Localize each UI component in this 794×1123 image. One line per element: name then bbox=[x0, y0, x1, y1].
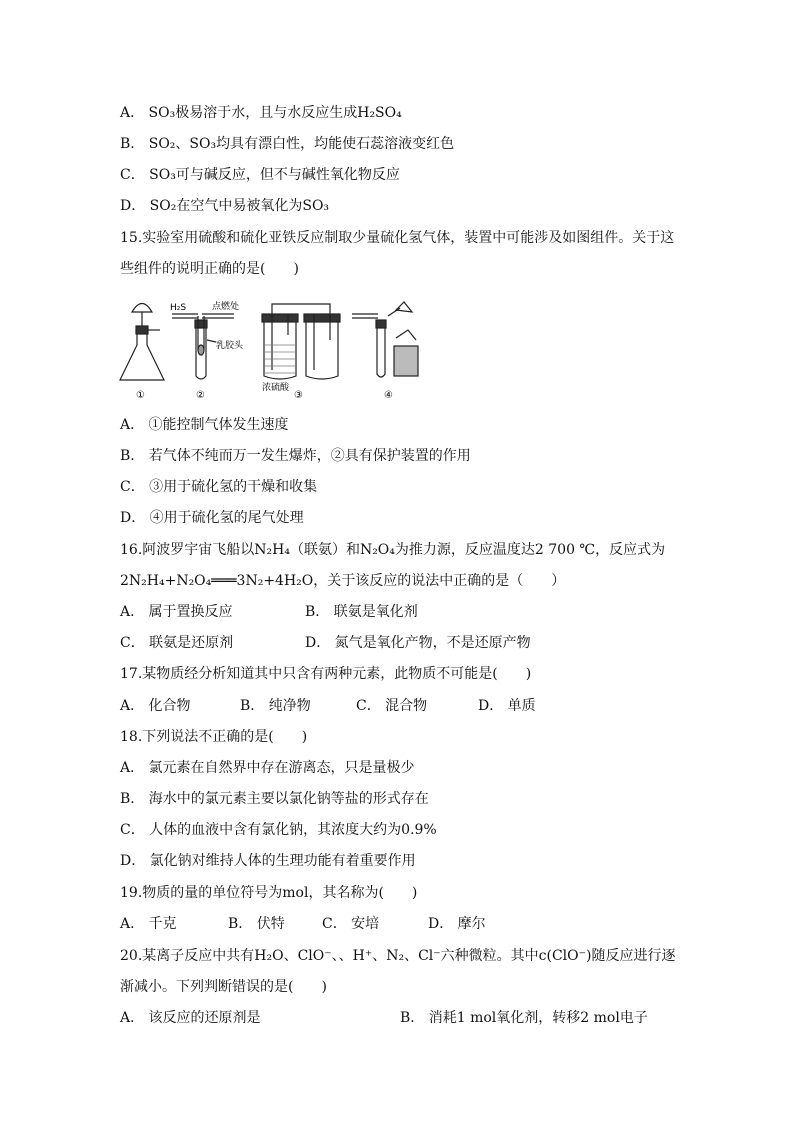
figure-number-3: ③ bbox=[294, 390, 303, 401]
q17-option-b: B． 纯净物 bbox=[240, 698, 311, 714]
q18-option-b: B． 海水中的氯元素主要以氯化钠等盐的形式存在 bbox=[120, 791, 429, 807]
label-ignite-point: 点燃处 bbox=[212, 302, 240, 312]
apparatus-svg bbox=[112, 290, 422, 402]
q14-option-a: A． SO₃极易溶于水，且与水反应生成H₂SO₄ bbox=[120, 105, 402, 121]
conical-flask-shape bbox=[120, 334, 164, 380]
funnel-bulb-shape bbox=[132, 304, 152, 313]
q16-stem-line2: 2N₂H₄+N₂O₄═══3N₂+4H₂O，关于该反应的说法中正确的是（ ） bbox=[120, 573, 566, 589]
q15-option-d: D． ④用于硫化氢的尾气处理 bbox=[120, 510, 304, 526]
figure-number-1: ① bbox=[136, 390, 145, 401]
q15-stem-line1: 15.实验室用硫酸和硫化亚铁反应制取少量硫化氢气体，装置中可能涉及如图组件。关于这 bbox=[120, 230, 675, 246]
q15-option-b: B． 若气体不纯而万一发生爆炸，②具有保护装置的作用 bbox=[120, 448, 471, 464]
q20-option-a: A． 该反应的还原剂是 bbox=[120, 1010, 261, 1026]
q16-option-c: C． 联氨是还原剂 bbox=[120, 635, 234, 651]
q14-option-d: D． SO₂在空气中易被氧化为SO₃ bbox=[120, 198, 330, 214]
q19-stem: 19.物质的量的单位符号为mol，其名称为( ) bbox=[120, 885, 418, 901]
label-h2s: H₂S bbox=[170, 303, 187, 313]
label-rubber-bulb: 乳胶头 bbox=[216, 341, 244, 351]
q15-option-a: A． ①能控制气体发生速度 bbox=[120, 417, 289, 433]
q16-option-d: D． 氮气是氧化产物，不是还原产物 bbox=[305, 635, 531, 651]
wash-bottle-left bbox=[264, 322, 296, 379]
q15-stem-line2: 些组件的说明正确的是( ) bbox=[120, 261, 299, 277]
figure-number-4: ④ bbox=[384, 390, 393, 401]
q17-option-d: D． 单质 bbox=[478, 698, 536, 714]
apparatus-figure bbox=[112, 290, 422, 402]
q17-option-c: C． 混合物 bbox=[356, 698, 428, 714]
figure-number-2: ② bbox=[196, 390, 205, 401]
q19-option-d: D． 摩尔 bbox=[428, 916, 486, 932]
q15-option-c: C． ③用于硫化氢的干燥和收集 bbox=[120, 479, 318, 495]
q17-option-a: A． 化合物 bbox=[120, 698, 191, 714]
q16-stem-line1: 16.阿波罗宇宙飞船以N₂H₄（联氨）和N₂O₄为推力源，反应温度达2 700 ℃，反应式为 bbox=[120, 542, 666, 558]
q19-option-b: B． 伏特 bbox=[228, 916, 285, 932]
q16-option-a: A． 属于置换反应 bbox=[120, 604, 233, 620]
q16-option-b: B． 联氨是氧化剂 bbox=[305, 604, 418, 620]
q20-stem-line2: 渐减小。下列判断错误的是( ) bbox=[120, 979, 327, 995]
q18-option-a: A． 氯元素在自然界中存在游离态，只是量极少 bbox=[120, 760, 415, 776]
q20-option-b: B． 消耗1 mol氧化剂，转移2 mol电子 bbox=[400, 1010, 648, 1026]
q17-stem: 17.某物质经分析知道其中只含有两种元素，此物质不可能是( ) bbox=[120, 666, 532, 682]
q14-option-b: B． SO₂、SO₃均具有漂白性，均能使石蕊溶液变红色 bbox=[120, 136, 455, 152]
q18-option-c: C． 人体的血液中含有氯化钠，其浓度大约为0.9% bbox=[120, 822, 437, 838]
label-conc-sulfuric-acid: 浓硫酸 bbox=[262, 383, 290, 393]
q20-stem-line1: 20.某离子反应中共有H₂O、ClO⁻、、H⁺、N₂、Cl⁻六种微粒。其中c(ClO⁻)随反应进行逐 bbox=[120, 948, 676, 964]
q14-option-c: C． SO₃可与碱反应，但不与碱性氧化物反应 bbox=[120, 167, 400, 183]
wash-bottle-right bbox=[306, 322, 338, 379]
q18-stem: 18.下列说法不正确的是( ) bbox=[120, 729, 308, 745]
q19-option-c: C． 安培 bbox=[322, 916, 380, 932]
q19-option-a: A． 千克 bbox=[120, 916, 177, 932]
q18-option-d: D． 氯化钠对维持人体的生理功能有着重要作用 bbox=[120, 853, 416, 869]
